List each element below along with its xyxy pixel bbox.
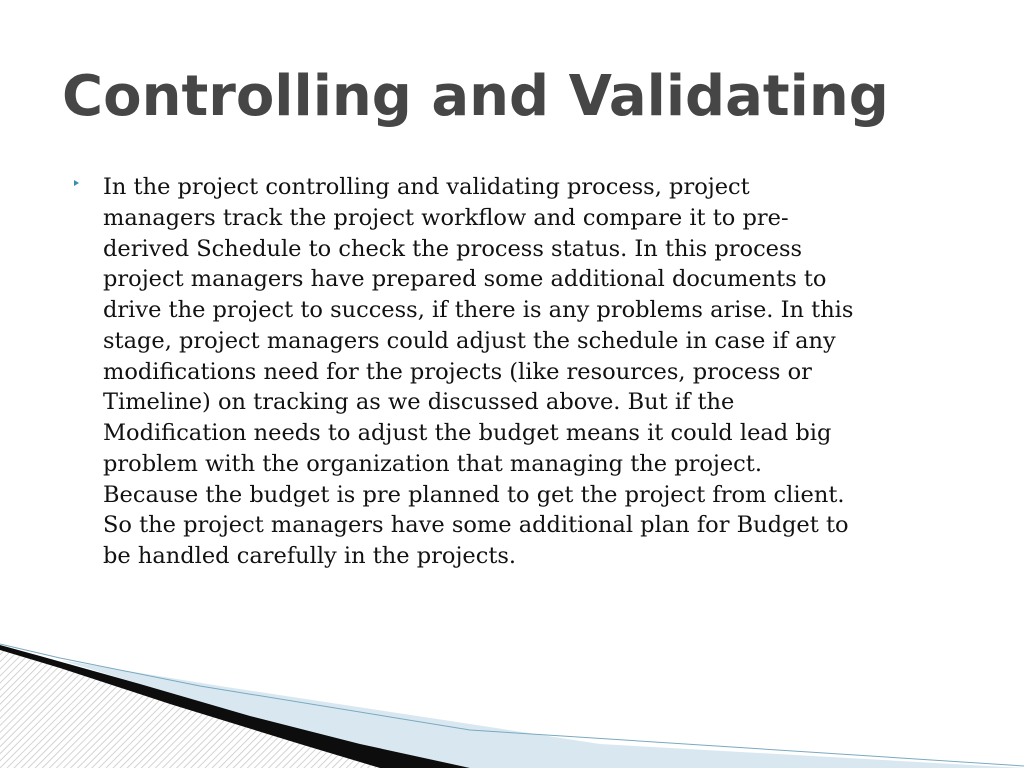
bullet-line: managers track the project workflow and compare it to pre- [103, 204, 789, 231]
bullet-arrow-icon [74, 180, 79, 186]
bullet-line: project managers have prepared some additional documents to [103, 266, 827, 293]
content-placeholder [74, 172, 974, 572]
bullet-line: Modification needs to adjust the budget means it could lead big [103, 420, 832, 446]
bullet-line: derived Schedule to check the process status. In this process [103, 235, 803, 262]
bullet-line: So the project managers have some additional plan for Budget to [103, 512, 849, 539]
bullet-line: problem with the organization that managing the project. [103, 450, 762, 477]
bullet-line: Because the budget is pre planned to get the project from client. [103, 481, 845, 508]
footer-decoration [0, 640, 1024, 768]
slide-title: Controlling and Validating [62, 64, 889, 129]
bullet-item [74, 172, 974, 572]
bullet-line: Timeline) on tracking as we discussed above. But if the [103, 389, 735, 416]
bullet-line: drive the project to success, if there is any problems arise. In this [103, 297, 854, 323]
bullet-text [103, 172, 974, 572]
bullet-line: stage, project managers could adjust the schedule in case if any [103, 327, 836, 354]
bullet-line: In the project controlling and validating process, project [103, 174, 750, 200]
bullet-line: be handled carefully in the projects. [103, 543, 517, 569]
bullet-line: modifications need for the projects (like resources, process or [103, 358, 812, 385]
